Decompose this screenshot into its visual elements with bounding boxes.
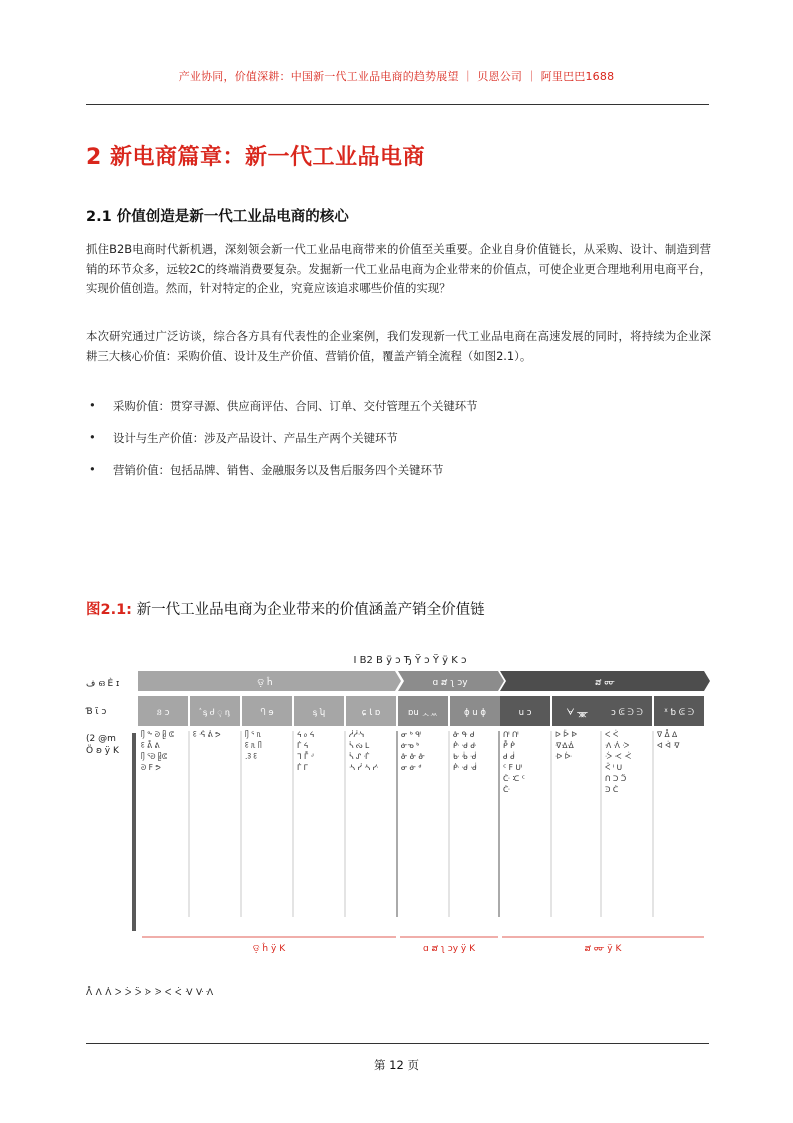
column-header-label: Ⴄ ɘ bbox=[260, 708, 274, 718]
bullet-item: • 营销价值：包括品牌、销售、金融服务以及售后服务四个关键环节 bbox=[86, 462, 711, 494]
cell-line: ᥦ ᕐᘒ ᥪᕳ bbox=[141, 752, 168, 761]
value-chain-diagram bbox=[80, 645, 710, 975]
cell-line: ᔦ ᥆ ᔦ bbox=[297, 730, 315, 739]
column-header-label: ᗄ ᚘ bbox=[566, 708, 588, 718]
cell-line: ᥦ ᖕ ᘒ ᥪ ᕳ bbox=[141, 730, 175, 739]
cell-line: ᒦ ᔦ bbox=[297, 741, 309, 750]
row-label: (2 @m bbox=[86, 734, 116, 744]
column-header-label: ᶊ ʮ bbox=[312, 708, 326, 718]
cell-line: ᔀ ᓰ ᔀ ᓹ bbox=[349, 763, 379, 772]
cell-line: ᑦ F ᑧ bbox=[503, 763, 522, 772]
cell-line: ᑹ ᑺ ᑼ bbox=[453, 763, 477, 772]
column-header-label: u ɔ bbox=[518, 708, 532, 718]
cell-line: .ᢃ ᢄ bbox=[245, 752, 258, 761]
cell-line: ᓵ ᔑ ᒰ bbox=[349, 752, 370, 761]
cell-line: ᑤ ᑥ ᑦ bbox=[503, 774, 525, 783]
cell-line: ᑈ ᑊ ᑌ bbox=[605, 763, 623, 772]
running-header: 产业协同，价值深耕：中国新一代工业品电商的趋势展望 ｜ 贝恩公司 ｜ 阿里巴巴1688 bbox=[178, 70, 615, 83]
cell-line: ᓲᓲᓶ bbox=[349, 730, 365, 739]
row-label: Ö ʚ ÿ K bbox=[86, 746, 119, 756]
chapter-title: 2 新电商篇章：新一代工业品电商 bbox=[86, 145, 425, 170]
bracket-label: ଡ଼ ĥ ÿ K bbox=[252, 944, 286, 954]
cell-line: ᓵ ᔔ ᒪ bbox=[349, 741, 370, 750]
section-title: 2.1 价值创造是新一代工业品电商的核心 bbox=[86, 209, 349, 225]
diagram-inner-title: I B2 B ÿ ɔ Ђ Ÿ ɔ Ÿ ÿ K ɔ bbox=[353, 655, 467, 666]
paragraph-1: 抓住B2B电商时代新机遇，深刻领会新一代工业品电商带来的价值至关重要。企业自身价值链长，从采购、设计、制造到营销的环节众多，远较2C的终端消费要复杂。发掘新一代工业品电商为企业带来的价值点，可使企业更合理地利用电商平台，实现价值创造。然而，针对特定的企业，究竟应该追求哪些价值的实现？ bbox=[86, 242, 711, 295]
column-header-label: ⷽ ᶊ Ꮷ ᮥ ᶇ bbox=[200, 708, 230, 718]
cell-line: ᑔ ᑖ bbox=[605, 785, 619, 794]
cell-line: ᓁ ᓁ ᓁ bbox=[401, 752, 425, 761]
cell-line: ᓂ ᒃ ᒅ bbox=[401, 730, 421, 739]
cell-line: ᒣ ᒤ ᒢ bbox=[297, 752, 314, 761]
cell-line: ᢄ ᕔ ᕕ bbox=[141, 741, 160, 750]
cell-line: ᐼ ᐾ ᑀ bbox=[605, 741, 630, 750]
cell-line: ᑹ ᑺ ᑻ bbox=[453, 741, 477, 750]
cell-line: ᑤ bbox=[503, 785, 510, 794]
cell-line: ᐸ ᐹ bbox=[605, 730, 619, 739]
cell-line: ᢄ ᕎ ᕖ ᕗ bbox=[193, 730, 221, 739]
cell-line: ᥦ ᕐ ᥰ bbox=[245, 730, 262, 739]
cell-line: ᑯ ᑰ bbox=[503, 752, 515, 761]
figure-source-note: ᐰ ᐱ ᐲ ᐳ ᐴ ᐵ ᐶ ᐷ ᐸ ᐹ ᐺ ᐻ ᐼ bbox=[86, 988, 214, 998]
header-divider bbox=[86, 104, 709, 105]
group-label: ɑ ສ ʅ ɔy bbox=[432, 678, 468, 688]
column-header-label: ᕽ ƅ ᕳ ᕭ bbox=[663, 708, 695, 718]
cell-line: ᑬ ᑮ bbox=[503, 741, 515, 750]
column-header-label: ɒu ᆺᆻ bbox=[408, 708, 438, 718]
cell-line: ᑨ ᑨ bbox=[503, 730, 519, 739]
row-label: ف ഒ Ѐ ɪ bbox=[86, 679, 120, 689]
cell-line: ᓂ ᓃ ᒄ bbox=[401, 763, 422, 772]
figure-caption-text: 新一代工业品电商为企业带来的价值涵盖产销全价值链 bbox=[136, 602, 485, 618]
bottom-brackets bbox=[142, 937, 704, 954]
paragraph-2: 本次研究通过广泛访谈，综合各方具有代表性的企业案例，我们发现新一代工业品电商在高速发展的同时，将持续为企业深耕三大核心价值：采购价值、设计及生产价值、营销价值，覆盖产销全流程（如图2.1）。 bbox=[86, 329, 711, 363]
cell-line: ᓃᓀ ᒃ bbox=[401, 741, 420, 750]
bracket-label: ɑ ສ ʅ ɔy ÿ K bbox=[423, 944, 475, 954]
figure-caption bbox=[86, 598, 485, 619]
bullet-list bbox=[86, 398, 711, 494]
column-headers bbox=[138, 696, 704, 726]
cell-line: ᑿ ᒀ ᑼ bbox=[453, 752, 477, 761]
left-bracket-bar bbox=[132, 733, 136, 931]
column-header-label: ន ɔ bbox=[156, 708, 170, 718]
group-label: ଡ଼ ĥ bbox=[257, 678, 273, 688]
cell-line: ᢄ ᥰ ᥥ bbox=[245, 741, 262, 750]
column-header-label: ɔ ᕳ ᕭ ᕭ bbox=[611, 708, 643, 718]
cell-line: ᑂ ᑄ ᑆ bbox=[605, 752, 632, 761]
page-number: 第 12 页 bbox=[374, 1058, 419, 1072]
cell-line: ᐒ ᐕ bbox=[555, 752, 573, 761]
cell-line: ᐊ ᐋ ᐌ bbox=[657, 741, 680, 750]
row-label: Ɓ ι̃ ɔ bbox=[86, 707, 107, 717]
column-header-label: ɕ Ɩ ɒ bbox=[361, 708, 381, 718]
group-label: ສ ᡂ bbox=[595, 678, 615, 688]
cell-line: ᐅ ᐇ ᐉ bbox=[555, 730, 578, 739]
cell-line: ᓁ ᑵ ᑯ bbox=[453, 730, 475, 739]
column-header-label: ɸ u ɸ bbox=[463, 708, 487, 718]
bullet-dot-icon: • bbox=[89, 398, 96, 412]
bullet-dot-icon: • bbox=[89, 462, 96, 476]
bullet-dot-icon: • bbox=[89, 430, 96, 444]
bullet-item: • 采购价值：贯穿寻源、供应商评估、合同、订单、交付管理五个关键环节 bbox=[86, 398, 711, 430]
cell-line: ᒦ ᒥ bbox=[297, 763, 308, 772]
cell-line: ᐌᐎᐐ bbox=[555, 741, 574, 750]
bracket-label: ສ ᡂ ÿ K bbox=[584, 944, 622, 954]
cell-line: ᘒ F ᕗ bbox=[141, 763, 161, 772]
cell-texts bbox=[141, 728, 680, 794]
footer-divider bbox=[86, 1043, 709, 1044]
cell-line: ᑎ ᑐ ᑒ bbox=[605, 774, 627, 783]
bullet-item: • 设计与生产价值：涉及产品设计、产品生产两个关键环节 bbox=[86, 430, 711, 462]
cell-line: ᐁ ᐂ ᐃ bbox=[657, 730, 678, 739]
figure-number: 图2.1: bbox=[86, 602, 132, 618]
